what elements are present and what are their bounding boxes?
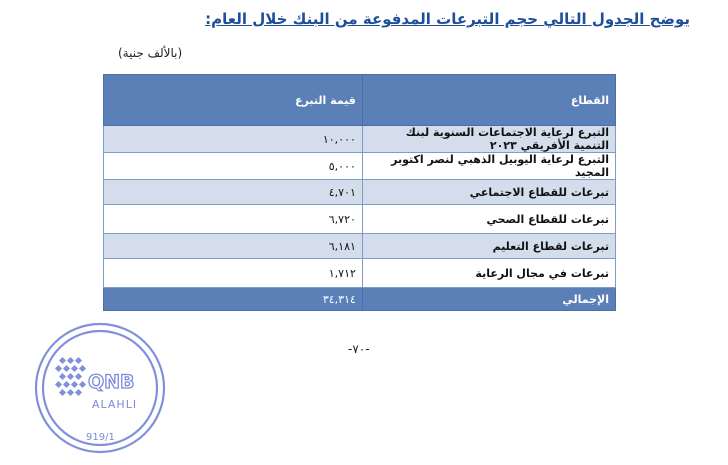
- table-row: [104, 234, 616, 259]
- sector-cell: تبرعات في مجال الرعاية: [362, 259, 615, 288]
- sector-cell: تبرعات للقطاع الاجتماعي: [362, 180, 615, 205]
- table-row: [104, 126, 616, 153]
- sector-cell: تبرعات للقطاع الصحي: [362, 205, 615, 234]
- total-value-cell: ٣٤,٣١٤: [104, 288, 363, 311]
- header-sector: القطاع: [362, 75, 615, 126]
- stamp-code-text: 919/1: [86, 432, 115, 443]
- total-row: [104, 288, 616, 311]
- donation-value-cell: ١,٧١٢: [104, 259, 363, 288]
- sector-cell: التبرع لرعاية الاجتماعات السنوية لبنك التنمية الأفريقي ٢٠٢٣: [362, 126, 615, 153]
- sector-cell: التبرع لرعاية اليوبيل الذهبي لنصر اكتوبر المجيد: [362, 153, 615, 180]
- total-label-cell: الإجمالي: [362, 288, 615, 311]
- stamp-brand-text: QNB: [88, 371, 135, 393]
- donation-value-cell: ٦,٧٢٠: [104, 205, 363, 234]
- page-number: -٧٠-: [348, 342, 370, 356]
- qnb-stamp-icon: [30, 318, 170, 458]
- donation-value-cell: ٥,٠٠٠: [104, 153, 363, 180]
- table-row: [104, 180, 616, 205]
- table-header-row: [104, 75, 616, 126]
- section-heading: يوضح الجدول التالي حجم التبرعات المدفوعة من البنك خلال العام:: [205, 10, 690, 28]
- donation-value-cell: ٤,٧٠١: [104, 180, 363, 205]
- unit-note: (بالألف جنية): [118, 46, 183, 60]
- table-row: [104, 205, 616, 234]
- table-row: [104, 259, 616, 288]
- stamp-sub-text: ALAHLI: [92, 398, 138, 411]
- donation-value-cell: ١٠,٠٠٠: [104, 126, 363, 153]
- donation-value-cell: ٦,١٨١: [104, 234, 363, 259]
- sector-cell: تبرعات لقطاع التعليم: [362, 234, 615, 259]
- table-row: [104, 153, 616, 180]
- header-donation-value: قيمة التبرع: [104, 75, 363, 126]
- donations-table: [103, 74, 616, 311]
